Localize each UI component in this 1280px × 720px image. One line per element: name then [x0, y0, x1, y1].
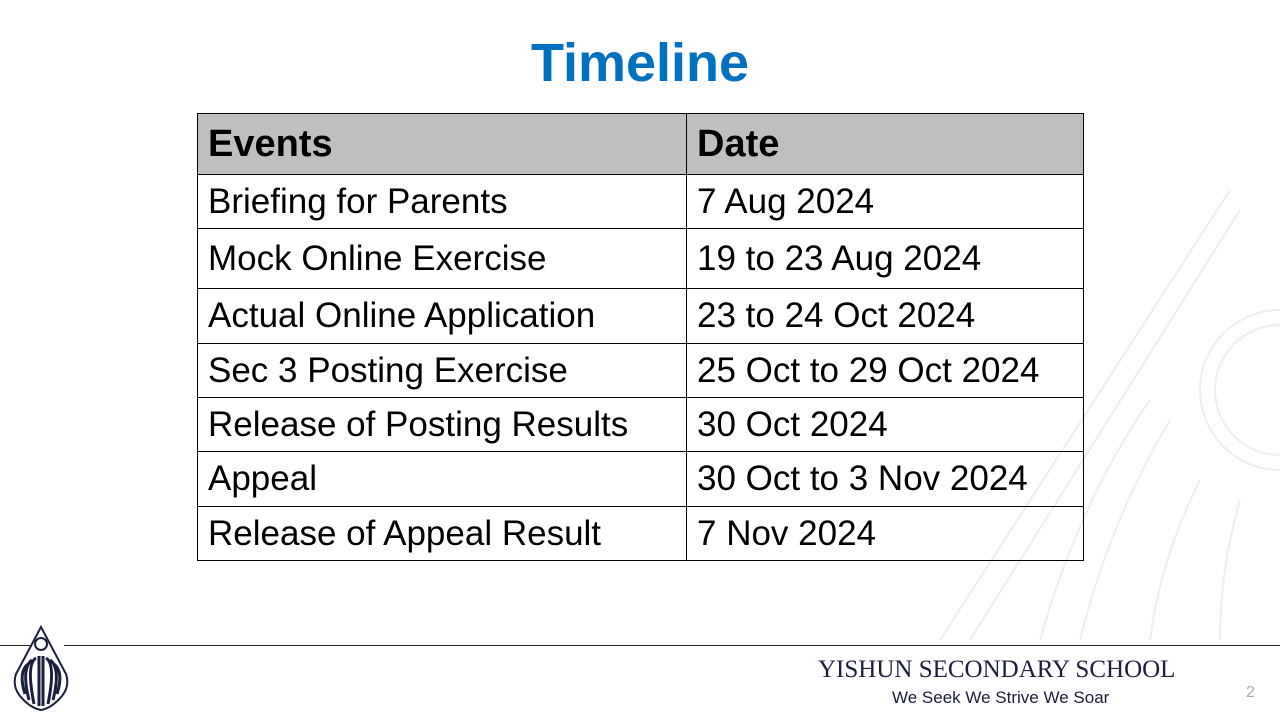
date-cell: 30 Oct 2024	[687, 398, 1084, 452]
event-cell: Actual Online Application	[198, 289, 687, 344]
header-events: Events	[198, 114, 687, 175]
footer-divider	[64, 645, 1280, 646]
school-name: YISHUN SECONDARY SCHOOL	[818, 656, 1176, 683]
event-cell: Briefing for Parents	[198, 175, 687, 229]
event-cell: Sec 3 Posting Exercise	[198, 344, 687, 398]
event-cell: Release of Posting Results	[198, 398, 687, 452]
table-row	[198, 507, 1084, 561]
table-row	[198, 175, 1084, 229]
table-header-row	[198, 114, 1084, 175]
event-cell: Release of Appeal Result	[198, 507, 687, 561]
table-row	[198, 229, 1084, 289]
slide-title: Timeline	[530, 33, 750, 93]
timeline-table	[197, 113, 1084, 561]
date-cell: 7 Aug 2024	[687, 175, 1084, 229]
event-cell: Mock Online Exercise	[198, 229, 687, 289]
date-cell: 23 to 24 Oct 2024	[687, 289, 1084, 344]
school-motto: We Seek We Strive We Soar	[892, 688, 1110, 707]
date-cell: 25 Oct to 29 Oct 2024	[687, 344, 1084, 398]
date-cell: 19 to 23 Aug 2024	[687, 229, 1084, 289]
school-logo	[10, 624, 80, 714]
table-row	[198, 398, 1084, 452]
table-row	[198, 452, 1084, 507]
table-row	[198, 289, 1084, 344]
event-cell: Appeal	[198, 452, 687, 507]
page-number: 2	[1246, 684, 1255, 701]
date-cell: 30 Oct to 3 Nov 2024	[687, 452, 1084, 507]
date-cell: 7 Nov 2024	[687, 507, 1084, 561]
header-date: Date	[687, 114, 1084, 175]
table-row	[198, 344, 1084, 398]
